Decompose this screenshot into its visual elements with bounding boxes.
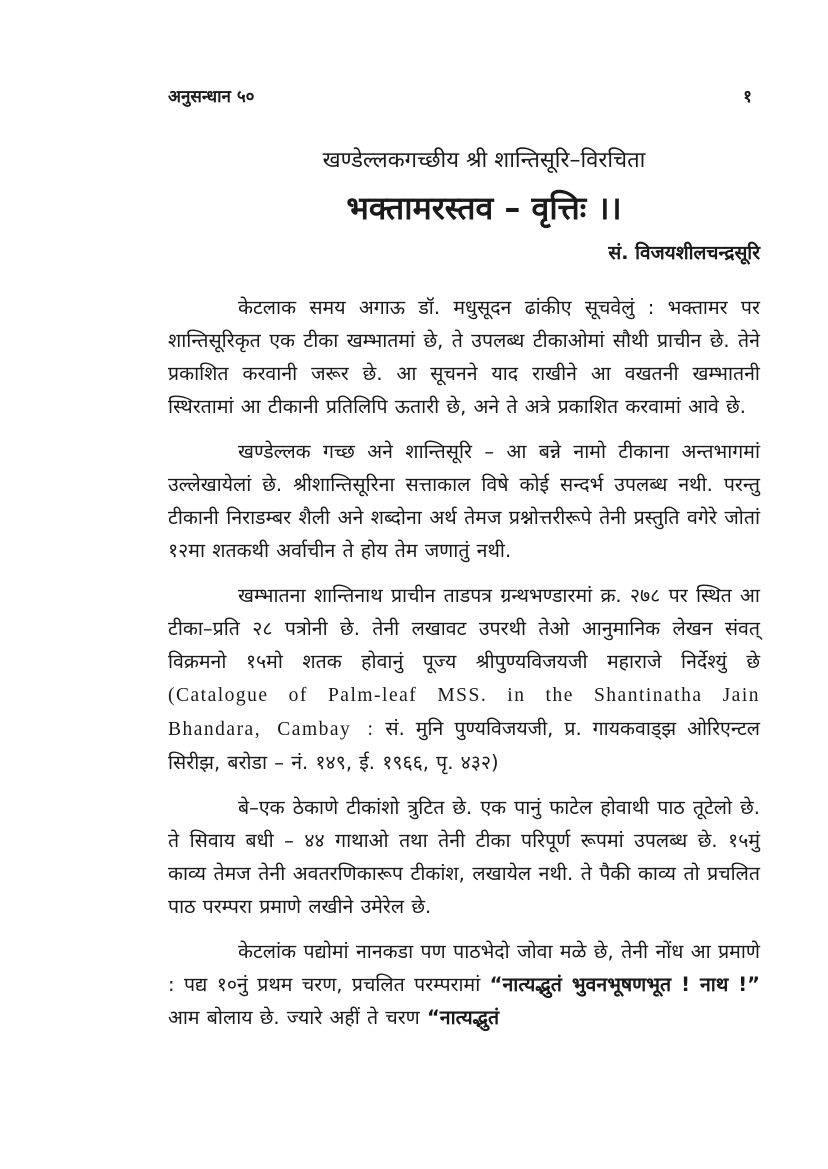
- paragraph-5: [168, 935, 760, 1034]
- article-body: [168, 291, 760, 1046]
- paragraph-1: केटलाक समय अगाऊ डॉ. मधुसूदन ढांकीए सूचवेलुं : भक्तामर पर शान्तिसूरिकृत एक टीका खम्भातमां छे, ते उपलब्ध टीकाओमां सौथी प्राचीन छे. तेने प्रकाशित करवानी जरूर छे. आ सूचनने याद राखीने आ वखतनी खम्भातनी स्थिरतामां आ टीकानी प्रतिलिपि ऊतारी छे, अने ते अत्रे प्रकाशित करवामां आवे छे.: [168, 296, 760, 418]
- running-header: [168, 84, 760, 110]
- paragraph-5-text-before: केटलांक पद्योमां नानकडा पण पाठभेदो जोवा मळे छे, तेनी नोंध आ प्रमाणे : पद्य १०नुं प्रथम चरण, प्रचलित परम्परामां: [168, 940, 760, 996]
- paragraph-3: [168, 579, 760, 779]
- verse-quote-traditional: “नात्यद्भुतं भुवनभूषणभूत ! नाथ !”: [489, 973, 760, 996]
- verse-quote-manuscript: “नात्यद्भुतं: [426, 1006, 500, 1029]
- paragraph-3-text-after: सं. मुनि पुण्यविजयजी, प्र. गायकवाड्झ ओरिएन्टल सिरीझ, बरोडा – नं. १४९, ई. १९६६, पृ. ४३२): [168, 717, 760, 774]
- paragraph-2: खण्डेल्लक गच्छ अने शान्तिसूरि – आ बन्ने नामो टीकाना अन्तभागमां उल्लेखायेलां छे. श्रीशान्तिसूरिना सत्ताकाल विषे कोई सन्दर्भ उपलब्ध नथी. परन्तु टीकानी निराडम्बर शैली अने शब्दोना अर्थ तेमज प्रश्नोत्तरीरूपे तेनी प्रस्तुति वगेरे जोतां १२मा शतकथी अर्वाचीन ते होय तेम जणातुं नथी.: [168, 440, 760, 562]
- page-number: १: [743, 87, 752, 107]
- editor-byline: सं. विजयशीलचन्द्रसूरि: [608, 242, 760, 264]
- catalogue-citation: (Catalogue of Palm-leaf MSS. in the Shantinatha Jain Bhandara, Cambay :: [168, 685, 760, 740]
- journal-name: अनुसन्धान ५०: [168, 87, 255, 107]
- article-subtitle: खण्डेल्लकगच्छीय श्री शान्तिसूरि–विरचिता: [322, 148, 646, 173]
- paragraph-5-text-middle: आम बोलाय छे. ज्यारे अहीं ते चरण: [168, 1006, 427, 1029]
- article-title: भक्तामरस्तव – वृत्तिः ।।: [346, 189, 622, 227]
- paragraph-4: बे–एक ठेकाणे टीकांशो त्रुटित छे. एक पानुं फाटेल होवाथी पाठ तूटेलो छे. ते सिवाय बधी – ४४ गाथाओ तथा तेनी टीका परिपूर्ण रूपमां उपलब्ध छे. १५मुं काव्य तेमज तेनी अवतरणिकारूप टीकांश, लखायेल नथी. ते पैकी काव्य तो प्रचलित पाठ परम्परा प्रमाणे लखीने उमेरेल छे.: [168, 796, 760, 918]
- paragraph-3-text-before: खम्भातना शान्तिनाथ प्राचीन ताडपत्र ग्रन्थभण्डारमां क्र. २७८ पर स्थित आ टीका–प्रति २८ पत्रोनी छे. तेनी लखावट उपरथी तेओ आनुमानिक लेखन संवत् विक्रमनो १५मो शतक होवानुं पूज्य श्रीपुण्यविजयजी महाराजे निर्देश्युं छे: [168, 584, 760, 673]
